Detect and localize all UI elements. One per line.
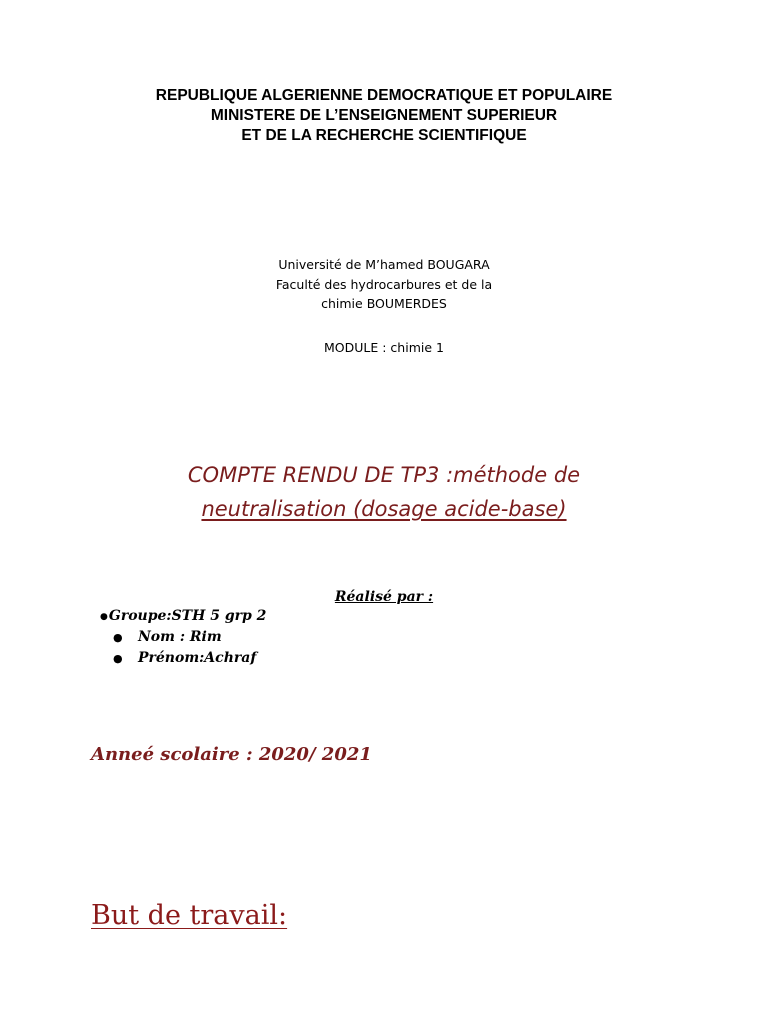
institution-header <box>0 86 768 146</box>
bullet-icon: ● <box>100 612 108 622</box>
header-line-ministry: MINISTERE DE L’ENSEIGNEMENT SUPERIEUR <box>210 107 558 124</box>
list-item-prenom: ● Prénom:Achraf <box>113 648 256 668</box>
university-name: Université de M’hamed BOUGARA <box>278 257 490 272</box>
module-label: MODULE : chimie 1 <box>324 340 444 355</box>
faculty-name-line2: chimie BOUMERDES <box>321 296 447 311</box>
header-line-republic: REPUBLIQUE ALGERIENNE DEMOCRATIQUE ET POPULAIRE <box>155 87 613 104</box>
report-title-line2: neutralisation (dosage acide-base) <box>201 497 567 521</box>
report-title-line1: COMPTE RENDU DE TP3 :méthode de <box>187 463 581 487</box>
header-line-research: ET DE LA RECHERCHE SCIENTIFIQUE <box>241 127 527 144</box>
faculty-name-line1: Faculté des hydrocarbures et de la <box>275 276 493 292</box>
realise-par-heading: Réalisé par : <box>334 589 434 605</box>
bullet-icon: ● <box>113 631 123 644</box>
bullet-icon: ● <box>113 652 123 665</box>
report-title <box>90 458 678 526</box>
but-de-travail-heading: But de travail: <box>91 900 288 931</box>
university-block <box>0 255 768 314</box>
list-item-groupe: ●Groupe:STH 5 grp 2 <box>100 606 266 626</box>
list-item-nom: ● Nom : Rim <box>113 627 222 647</box>
school-year: Anneé scolaire : 2020/ 2021 <box>91 744 372 765</box>
